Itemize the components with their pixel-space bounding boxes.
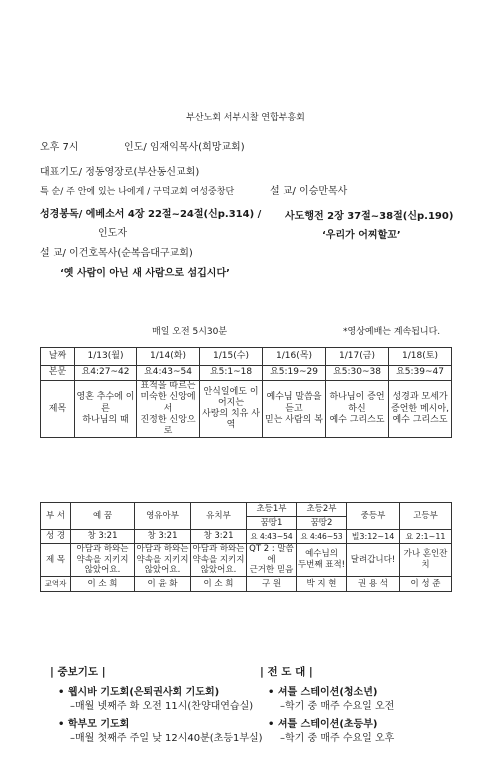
teacher-cell: 이 윤 화 (135, 576, 191, 591)
row-label: 제 목 (41, 544, 71, 577)
dept-header: 초등2부 (297, 503, 347, 517)
sub-dept-header: 꿈땅1 (247, 517, 297, 530)
dept-header: 중등부 (347, 503, 400, 530)
dept-label: 부 서 (41, 503, 71, 530)
evangelism-item-sub: –학기 중 매주 수요일 오전 (280, 701, 395, 712)
dawn-time: 매일 오전 5시30분 (152, 327, 228, 337)
evangelism-title: | 전 도 대 | (260, 666, 313, 678)
school-title-row (41, 544, 452, 577)
representative-prayer: 대표기도/ 정동영장로(부산동신교회) (40, 167, 200, 178)
sermon-scripture-2: 사도행전 2장 37절~38절(신p.190) (285, 211, 454, 222)
sermon-preacher-2: 설 교/ 이승만목사 (270, 186, 348, 197)
title-cell: 아담과 하와는 약속을 지키지 않았어요. (135, 544, 191, 577)
text-cell: 요5:1~18 (200, 366, 263, 381)
text-cell: 요5:30~38 (326, 366, 389, 381)
text-row (41, 366, 452, 381)
video-note: *영상예배는 계속됩니다. (343, 327, 441, 337)
scripture-cell: 빌3:12~14 (347, 530, 400, 544)
school-scripture-row (41, 530, 452, 544)
organizer-line: 부산노회 서부시찰 연합부흥회 (186, 113, 305, 123)
title-cell: 가나 혼인잔치 (400, 544, 452, 577)
sub-dept-header: 꿈땅2 (297, 517, 347, 530)
header-cell: 1/16(목) (263, 348, 326, 366)
scripture-reader: 인도자 (98, 228, 127, 239)
date-row (41, 348, 452, 366)
title-cell: 안식일에도 이어지는 사랑의 치유 사역 (200, 381, 263, 438)
intercession-item-sub: –매월 넷째주 화 오전 11시(찬양대연습실) (70, 701, 254, 712)
title-cell: 예수님 말씀을 듣고 믿는 사람의 복 (263, 381, 326, 438)
evening-leader: 인도/ 임재익목사(희망교회) (124, 142, 245, 153)
title-cell: 표적을 따르는 미숙한 신앙에서 진정한 신앙으로 (137, 381, 200, 438)
row-label: 본문 (41, 366, 75, 381)
row-label: 제목 (41, 381, 75, 438)
title-cell: 하나님이 증언하신 예수 그리스도 (326, 381, 389, 438)
teacher-cell: 권 용 석 (347, 576, 400, 591)
header-cell: 날짜 (41, 348, 75, 366)
intercession-item-title: • 학부모 기도회 (58, 719, 130, 730)
teacher-cell: 이 소 희 (191, 576, 247, 591)
text-cell: 요5:39~47 (389, 366, 452, 381)
row-label: 교역자 (41, 576, 71, 591)
header-cell: 1/13(월) (75, 348, 137, 366)
scripture-cell: 창 3:21 (135, 530, 191, 544)
evangelism-item-title: • 셔틀 스테이션(초등부) (268, 719, 378, 730)
teacher-row (41, 576, 452, 591)
teacher-cell: 이 소 희 (71, 576, 135, 591)
evangelism-item-sub: –학기 중 매주 수요일 오후 (280, 733, 395, 744)
row-label: 성 경 (41, 530, 71, 544)
title-cell: 예수님의 두번째 표적! (297, 544, 347, 577)
dept-header: 영유아부 (135, 503, 191, 530)
intercession-item-title: • 웹시바 기도회(은퇴권사회 기도회) (58, 687, 220, 698)
special-song: 특 순/ 주 안에 있는 나에게 / 구덕교회 여성중창단 (40, 187, 235, 197)
intercession-item-sub: –매월 첫째주 주일 낮 12시40분(초등1부실) (70, 733, 263, 744)
sermon-title-2: ‘우리가 어찌할꼬’ (322, 230, 401, 241)
title-cell: 영혼 추수에 이른 하나님의 때 (75, 381, 137, 438)
header-cell: 1/18(토) (389, 348, 452, 366)
scripture-cell: 요 2:1~11 (400, 530, 452, 544)
title-cell: 아담과 하와는 약속을 지키지 않았어요. (71, 544, 135, 577)
sermon-preacher-1: 설 교/ 이건호목사(순복음대구교회) (40, 248, 193, 259)
dept-header: 초등1부 (247, 503, 297, 517)
scripture-cell: 창 3:21 (191, 530, 247, 544)
text-cell: 요5:19~29 (263, 366, 326, 381)
scripture-reading: 성경봉독/ 에베소서 4장 22절~24절(신p.314) / (40, 209, 262, 220)
scripture-cell: 창 3:21 (71, 530, 135, 544)
scripture-cell: 요 4:46~53 (297, 530, 347, 544)
teacher-cell: 이 성 준 (400, 576, 452, 591)
dept-header: 고등부 (400, 503, 452, 530)
dawn-schedule-table (40, 347, 452, 438)
title-cell: 성경과 모세가 증언한 메시아, 예수 그리스도 (389, 381, 452, 438)
title-cell: 아담과 하와는 약속을 지키지 않았어요. (191, 544, 247, 577)
dept-header: 유치부 (191, 503, 247, 530)
header-cell: 1/15(수) (200, 348, 263, 366)
school-schedule-table (40, 502, 452, 592)
text-cell: 요4:43~54 (137, 366, 200, 381)
header-cell: 1/14(화) (137, 348, 200, 366)
intercession-title: | 중보기도 | (50, 666, 106, 678)
scripture-cell: 요 4:43~54 (247, 530, 297, 544)
title-cell: 달려갑니다! (347, 544, 400, 577)
evangelism-item-title: • 셔틀 스테이션(청소년) (268, 687, 378, 698)
teacher-cell: 박 지 현 (297, 576, 347, 591)
title-row (41, 381, 452, 438)
header-cell: 1/17(금) (326, 348, 389, 366)
text-cell: 요4:27~42 (75, 366, 137, 381)
dept-header: 예 꿈 (71, 503, 135, 530)
evening-time: 오후 7시 (40, 142, 79, 153)
teacher-cell: 구 원 (247, 576, 297, 591)
title-cell: QT 2 : 말씀에 근거한 믿음 (247, 544, 297, 577)
sermon-title-1: ‘옛 사람이 아닌 새 사람으로 섬깁시다’ (60, 268, 230, 279)
